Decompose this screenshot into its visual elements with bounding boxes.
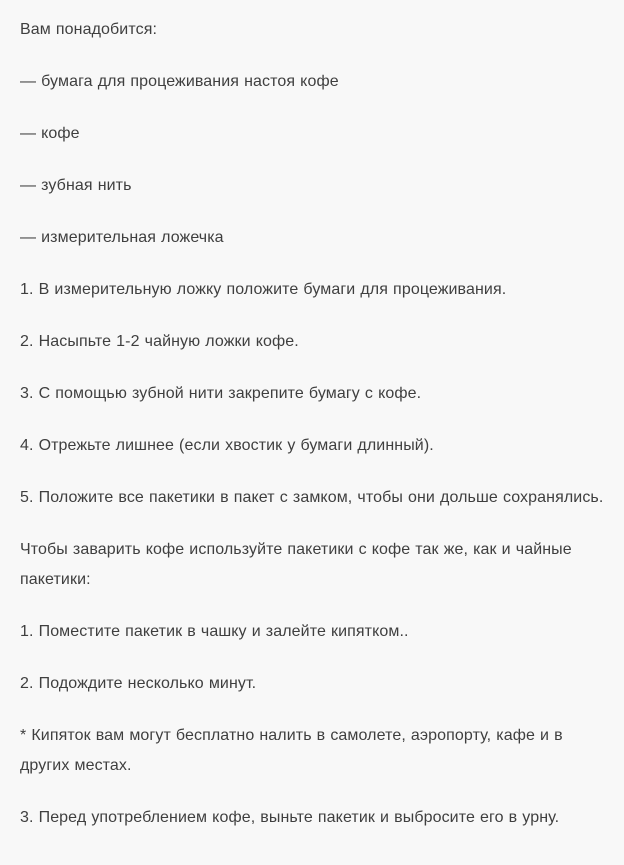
supply-item-paper: — бумага для процеживания настоя кофе	[20, 73, 339, 90]
intro-heading: Вам понадобится:	[20, 21, 158, 38]
brew-step-2: 2. Подождите несколько минут.	[20, 675, 257, 692]
supply-item-spoon: — измерительная ложечка	[20, 229, 224, 246]
make-step-5: 5. Положите все пакетики в пакет с замком, чтобы они дольше сохранялись.	[20, 489, 604, 506]
brew-step-1: 1. Поместите пакетик в чашку и залейте кипятком..	[20, 623, 409, 640]
make-step-4: 4. Отрежьте лишнее (если хвостик у бумаги длинный).	[20, 437, 434, 454]
note-boiling-water: * Кипяток вам могут бесплатно налить в самолете, аэропорту, кафе и в других местах.	[20, 727, 563, 774]
supply-item-coffee: — кофе	[20, 125, 80, 142]
make-step-2: 2. Насыпьте 1-2 чайную ложки кофе.	[20, 333, 299, 350]
supply-item-floss: — зубная нить	[20, 177, 132, 194]
brew-intro: Чтобы заварить кофе используйте пакетики с кофе так же, как и чайные пакетики:	[20, 541, 572, 588]
make-step-1: 1. В измерительную ложку положите бумаги для процеживания.	[20, 281, 507, 298]
make-step-3: 3. С помощью зубной нити закрепите бумагу с кофе.	[20, 385, 422, 402]
brew-step-3: 3. Перед употреблением кофе, выньте пакетик и выбросите его в урну.	[20, 809, 560, 826]
